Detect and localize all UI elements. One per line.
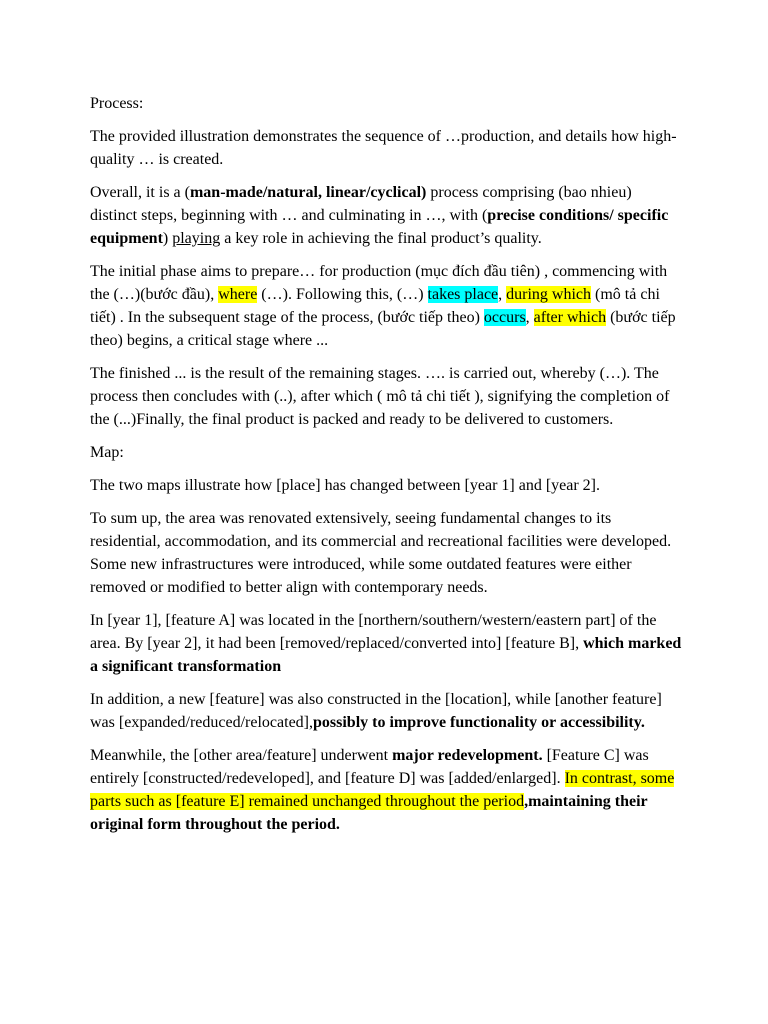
map-addition-paragraph	[90, 689, 682, 735]
meanwhile-bold-redevelopment: major redevelopment.	[392, 747, 543, 765]
overall-bold-conditions: precise conditions/ specific equipment	[90, 207, 669, 247]
highlight-in-contrast: In contrast, some parts such as [feature E] remained unchanged throughout the period	[90, 769, 675, 810]
overall-text-3: )	[162, 229, 173, 247]
overall-text-4: a key role in achieving the final product’s quality.	[220, 229, 542, 247]
initial-text-3: ,	[498, 286, 507, 304]
document-page	[90, 93, 682, 847]
process-finished-paragraph	[90, 363, 682, 431]
map-heading-text: Map:	[90, 443, 124, 461]
highlight-during-which: during which	[506, 286, 592, 304]
process-heading	[90, 93, 682, 116]
highlight-after-which: after which	[533, 308, 607, 326]
finished-text: The finished ... is the result of the remaining stages. …. is carried out, whereby (…). The process then concludes with (..), after which ( mô tả chi tiết ), signifying the completion of the (...)Finally, the final product is packed and ready to be delivered to customers.	[90, 364, 670, 428]
overall-text-2: process comprising (bao nhieu) distinct steps, beginning with … and culminating in …, with (	[90, 184, 632, 225]
process-overall-paragraph	[90, 182, 682, 250]
meanwhile-text-1: Meanwhile, the [other area/feature] underwent	[90, 747, 393, 765]
map-summary-paragraph	[90, 508, 682, 599]
addition-bold: possibly to improve functionality or accessibility.	[313, 713, 645, 731]
year1-bold: which marked a significant transformation	[90, 634, 682, 675]
process-heading-text: Process:	[90, 95, 144, 112]
highlight-occurs: occurs	[483, 308, 526, 326]
meanwhile-bold-maintaining: ,maintaining their original form throughout the period.	[90, 792, 648, 833]
initial-text-1: The initial phase aims to prepare… for production (mục đích đầu tiên) , commencing with the (…)(bước đầu),	[90, 263, 668, 304]
addition-text: In addition, a new [feature] was also constructed in the [location], while [another feature] was [expanded/reduced/relocated],	[90, 691, 662, 731]
initial-text-4: (mô tả chi tiết) . In the subsequent stage of the process, (bước tiếp theo)	[90, 286, 660, 326]
highlight-takes-place: takes place	[427, 286, 499, 304]
overall-text-1: Overall, it is a (	[90, 184, 190, 202]
map-summary-text: To sum up, the area was renovated extensively, seeing fundamental changes to its residential, accommodation, and its commercial and recreational facilities were developed. Some new infrastructures were introduced, while some outdated features were either removed or modified to better align with contemporary needs.	[90, 510, 672, 596]
meanwhile-text-2: [Feature C] was entirely [constructed/redeveloped], and [feature D] was [added/enlarged].	[90, 747, 649, 787]
map-year1-paragraph	[90, 610, 682, 678]
overall-bold-type: man-made/natural, linear/cyclical)	[189, 184, 427, 202]
overall-underlined-playing: playing	[172, 229, 221, 247]
initial-text-6: (bước tiếp theo) begins, a critical stage where ...	[90, 308, 676, 349]
map-meanwhile-paragraph	[90, 745, 682, 836]
initial-text-2: (…). Following this, (…)	[257, 286, 428, 304]
year1-text: In [year 1], [feature A] was located in the [northern/southern/western/eastern part] of the area. By [year 2], it had been [removed/replaced/converted into] [feature B],	[90, 612, 657, 652]
map-heading	[90, 442, 682, 465]
initial-text-5: ,	[525, 308, 534, 326]
process-intro-text: The provided illustration demonstrates the sequence of …production, and details how high-quality … is created.	[90, 128, 677, 169]
map-intro-text: The two maps illustrate how [place] has changed between [year 1] and [year 2].	[90, 477, 601, 495]
process-initial-paragraph	[90, 261, 682, 352]
map-intro-paragraph	[90, 475, 682, 498]
highlight-where: where	[218, 286, 258, 304]
process-intro-paragraph	[90, 126, 682, 172]
